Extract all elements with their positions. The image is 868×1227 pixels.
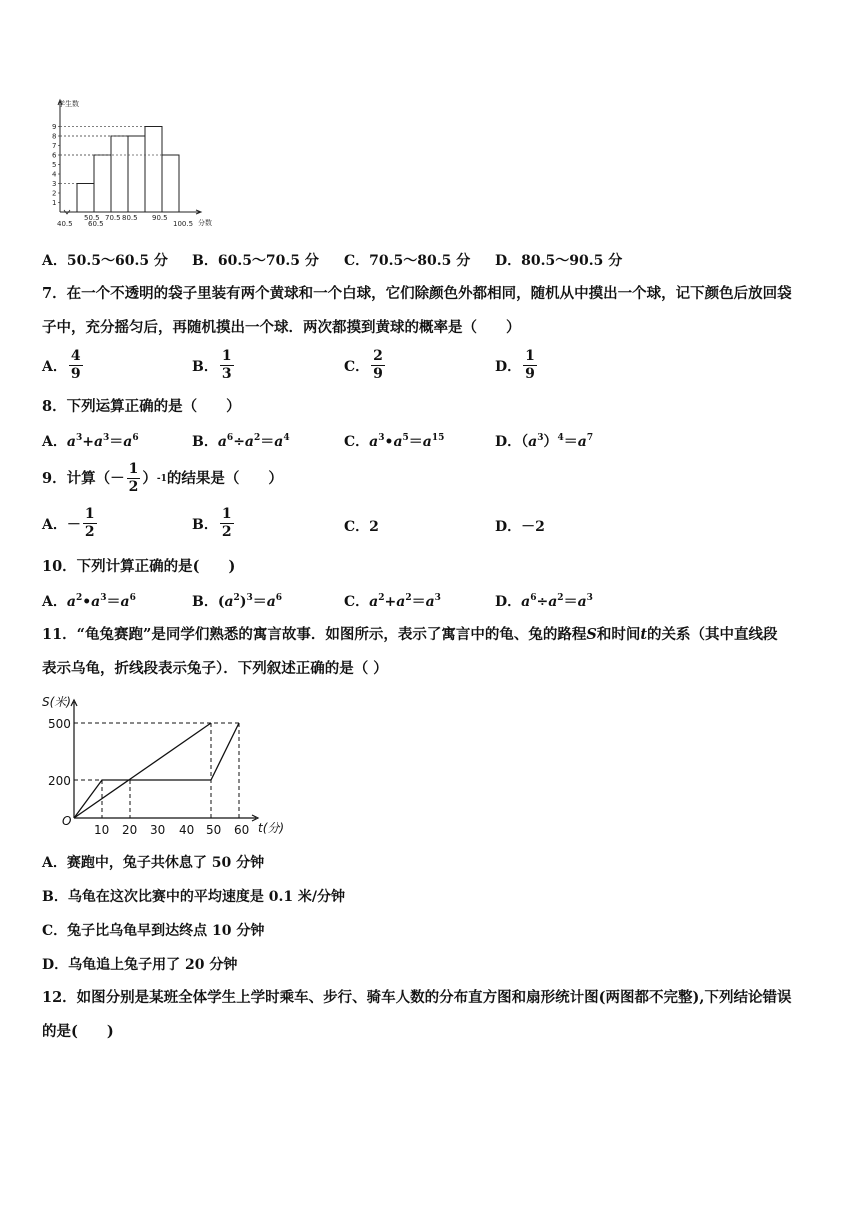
q8-option-d[interactable]: D．$(a^3)^4=a^7$ (495, 433, 594, 450)
q7-option-d-fraction: $\frac{1}{9}$ (525, 348, 535, 382)
hist-bar (94, 155, 111, 212)
hist-y-tick-label: 9 (52, 123, 57, 131)
q6-option-d[interactable]: D．80.5～90.5 分 (495, 253, 623, 269)
graph-y-tick-500: 500 (48, 717, 71, 731)
q6-option-a[interactable]: A．50.5～60.5 分 (42, 253, 168, 269)
q7-option-d-label: D． (495, 358, 522, 375)
hist-bar (162, 155, 179, 212)
q7-option-c-label: C． (344, 358, 370, 375)
hist-bar (145, 127, 162, 213)
tortoise-line (74, 723, 211, 818)
q11-stem-line2: 表示乌龟，折线段表示兔子）．下列叙述正确的是（ ） (42, 660, 388, 677)
q6-option-b[interactable]: B．60.5～70.5 分 (192, 253, 319, 269)
q9-option-d[interactable]: D．－2 (495, 519, 545, 535)
histogram-figure (40, 96, 230, 234)
q7-stem-line2: 子中，充分摇匀后，再随机摸出一个球．两次都摸到黄球的概率是（ ） (42, 319, 521, 336)
q6-option-c[interactable]: C．70.5～80.5 分 (344, 253, 471, 269)
graph-x-tick-40: 40 (179, 823, 195, 837)
q10-option-b[interactable]: B．$(a^2)^3=a^6$ (192, 593, 283, 610)
q10-stem: 10．下列计算正确的是( ) (42, 558, 236, 575)
q11-stem-line1: 11．“龟兔赛跑”是同学们熟悉的寓言故事．如图所示，表示了寓言中的龟、兔的路程S和时间t的关系（其中直线段 (42, 626, 778, 643)
graph-x-tick-20: 20 (122, 823, 138, 837)
graph-origin: O (62, 814, 72, 828)
q10-option-d[interactable]: D．$a^6\div a^2=a^3$ (495, 593, 593, 610)
q8-option-a[interactable]: A．$a^3+a^3=a^6$ (42, 433, 139, 450)
q11-option-b[interactable]: B．乌龟在这次比赛中的平均速度是 0.1 米/分钟 (42, 889, 346, 905)
q11-option-c[interactable]: C．兔子比乌龟早到达终点 10 分钟 (42, 923, 265, 939)
hist-y-title: 学生数 (58, 100, 79, 108)
hist-x-tick-label: 80.5 (122, 214, 138, 222)
q7-option-d[interactable] (495, 348, 539, 383)
hist-y-tick-label: 3 (52, 180, 57, 188)
q7-option-b-fraction: $\frac{1}{3}$ (221, 348, 232, 382)
hist-x-tick-label: 90.5 (152, 214, 168, 222)
q7-option-c[interactable] (344, 348, 387, 383)
q11-option-d[interactable]: D．乌龟追上兔子用了 20 分钟 (42, 957, 238, 973)
q9-option-a-fraction: $\frac{1}{2}$ (84, 506, 95, 540)
q12-stem-line1: 12．如图分别是某班全体学生上学时乘车、步行、骑车人数的分布直方图和扇形统计图(两图都不完整),下列结论错误 (42, 989, 792, 1006)
q10-option-a[interactable]: A．$a^2•a^3=a^6$ (42, 593, 136, 610)
hist-x-tick-label: 60.5 (88, 220, 104, 228)
graph-x-tick-60: 60 (234, 823, 250, 837)
hist-y-tick-label: 5 (52, 161, 57, 169)
graph-x-tick-30: 30 (150, 823, 166, 837)
q7-option-c-fraction: $\frac{2}{9}$ (373, 348, 383, 382)
q8-option-b[interactable]: B．$a^6\div a^2=a^4$ (192, 433, 290, 450)
q7-option-a[interactable] (42, 348, 85, 383)
hist-bar (128, 136, 145, 212)
graph-y-tick-200: 200 (48, 774, 71, 788)
q11-option-a[interactable]: A．赛跑中，兔子共休息了 50 分钟 (42, 855, 265, 871)
hist-y-tick-label: 1 (52, 199, 57, 207)
hist-bar (111, 136, 128, 212)
q7-option-a-fraction: $\frac{4}{9}$ (70, 348, 81, 382)
q10-option-c[interactable]: C．$a^2+a^2=a^3$ (344, 593, 441, 610)
q7-option-b-label: B． (192, 358, 218, 375)
hist-y-tick-label: 8 (52, 132, 57, 141)
hist-y-tick-label: 4 (52, 170, 57, 179)
hist-x-tick-label: 50.5 (84, 214, 100, 222)
hist-x-unit: 分数 (198, 219, 212, 227)
q8-stem: 8．下列运算正确的是（ ） (42, 398, 241, 415)
q9-option-b-fraction: $\frac{1}{2}$ (221, 506, 232, 540)
q7-stem-line1: 7．在一个不透明的袋子里装有两个黄球和一个白球，它们除颜色外都相同，随机从中摸出一个球，记下颜色后放回袋 (42, 285, 792, 302)
q9-stem: 9．计算（－ $\frac{1}{2}$ ） -1 的结果是（ ） (42, 461, 283, 495)
hist-x-tick-label: 100.5 (173, 220, 194, 228)
q9-stem-fraction: $\frac{1}{2}$ (128, 461, 139, 495)
q8-option-c[interactable]: C．$a^3•a^5=a^{15}$ (344, 433, 445, 450)
graph-x-tick-10: 10 (94, 823, 110, 837)
hist-y-tick-label: 6 (52, 151, 57, 160)
hist-x-tick-label: 40.5 (57, 220, 73, 228)
hist-y-tick-label: 2 (52, 189, 57, 198)
q12-stem-line2: 的是( ) (42, 1023, 114, 1040)
q7-option-a-label: A． (42, 358, 67, 375)
q9-option-a[interactable]: A． － $\frac{1}{2}$ (42, 506, 95, 540)
hist-bar (77, 184, 94, 213)
hist-x-tick-label: 70.5 (105, 214, 121, 222)
graph-y-title: S(米) (42, 695, 71, 709)
graph-x-title: t(分) (258, 821, 285, 835)
graph-x-tick-50: 50 (206, 823, 222, 837)
q9-option-b[interactable]: B． $\frac{1}{2}$ (192, 506, 232, 540)
hare-polyline (74, 723, 239, 818)
tortoise-hare-graph (40, 690, 300, 840)
hist-y-tick-label: 7 (52, 142, 57, 150)
q9-option-c[interactable]: C．2 (344, 519, 379, 535)
q7-option-b[interactable] (192, 348, 236, 383)
